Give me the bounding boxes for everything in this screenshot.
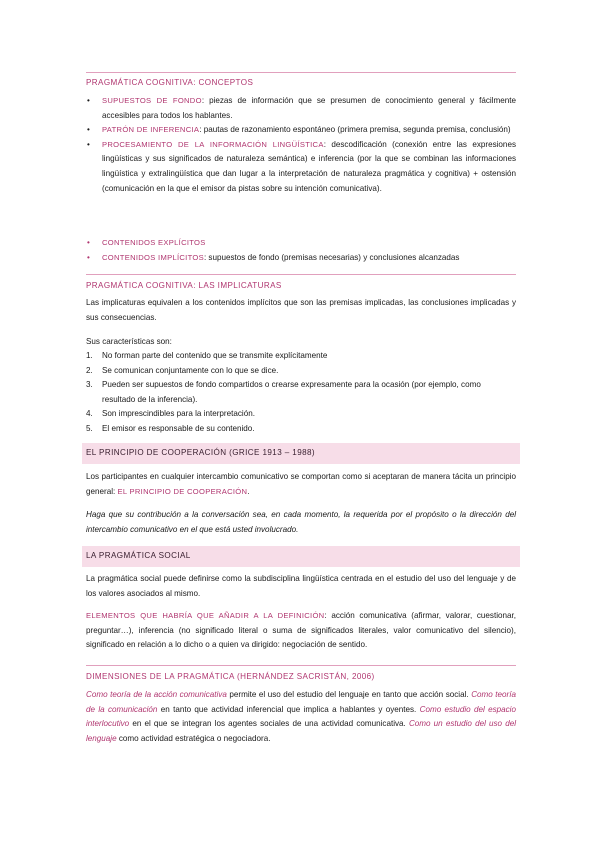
list-item: 4. Son imprescindibles para la interpretación. (86, 409, 255, 419)
section-title-dimensiones: DIMENSIONES DE LA PRAGMÁTICA (HERNÁNDEZ SACRISTÁN, 2006) (86, 672, 375, 681)
list-item: • PROCESAMIENTO DE LA INFORMACIÓN LINGÜÍSTICA: descodificación (conexión entre las expresiones lingüísticas y sus significados de naturaleza semántica) e inferencia (por la que se combinan las informaciones lingüística y extralingüística que dan lugar a la interpretación de naturaleza pragmática y cognitiva) + ostensión (comunicación en la que el emisor da pistas sobre su intención comunicativa). (86, 138, 516, 196)
list-item: • CONTENIDOS IMPLÍCITOS: supuestos de fondo (premisas necesarias) y conclusiones alcanzadas (86, 251, 516, 266)
cooperacion-paragraph: Los participantes en cualquier intercambio comunicativo se comportan como si aceptaran de manera tácita un principio general: EL PRINCIPIO DE COOPERACIÓN. (86, 472, 516, 496)
contenidos-list (86, 236, 516, 265)
list-item: 1. No forman parte del contenido que se transmite explícitamente (86, 351, 328, 360)
implicaturas-intro: Las implicaturas equivalen a los contenidos implícitos que son las premisas implicadas, las conclusiones implicadas y sus consecuencias. (86, 298, 516, 322)
list-item: • SUPUESTOS DE FONDO: piezas de información que se presumen de conocimiento general y fácilmente accesibles para todos los hablantes. (86, 94, 516, 123)
list-item: • PATRÓN DE INFERENCIA: pautas de razonamiento espontáneo (primera premisa, segunda premisa, conclusión) (86, 123, 516, 138)
section-title-conceptos: PRAGMÁTICA COGNITIVA: CONCEPTOS (86, 78, 254, 87)
section-title-social: LA PRAGMÁTICA SOCIAL (82, 546, 520, 567)
social-paragraph: La pragmática social puede definirse como la subdisciplina lingüística centrada en el estudio del uso del lenguaje y de los valores asociados al mismo. (86, 574, 516, 598)
dimensiones-paragraph: Como teoría de la acción comunicativa permite el uso del estudio del lenguaje en tanto que acción social. Como teoría de la comunicación en tanto que actividad inferencial que implica a hablantes y oyentes. Como estudio del espacio interlocutivo en el que se integran los agentes sociales de una actividad comunicativa. Como un estudio del uso del lenguaje como actividad estratégica o negociadora. (86, 690, 516, 743)
section-title-implicaturas: PRAGMÁTICA COGNITIVA: LAS IMPLICATURAS (86, 281, 282, 290)
section-title-cooperacion: EL PRINCIPIO DE COOPERACIÓN (GRICE 1913 – 1988) (82, 443, 520, 464)
list-item: 3. Pueden ser supuestos de fondo compartidos o crearse expresamente para la ocasión (por ejemplo, como resultado de la inferencia). (86, 380, 481, 404)
cooperacion-quote: Haga que su contribución a la conversación sea, en cada momento, la requerida por el propósito o la dirección del intercambio comunicativo en el que está usted involucrado. (86, 510, 516, 534)
section-rule (86, 72, 516, 73)
section-rule (86, 665, 516, 666)
implicaturas-lead: Sus características son: (86, 337, 172, 346)
implicaturas-list (86, 349, 516, 437)
list-item: 5. El emisor es responsable de su contenido. (86, 423, 255, 433)
list-item: 2. Se comunican conjuntamente con lo que se dice. (86, 365, 279, 375)
social-elementos: ELEMENTOS QUE HABRÍA QUE AÑADIR A LA DEFINICIÓN: acción comunicativa (afirmar, valorar, cuestionar, preguntar…), inferencia (no significado literal o suma de significados literales, valor comunicativo del silencio), significado en relación a lo dicho o a quien va dirigido: negociación de sentido. (86, 611, 516, 650)
list-item: • CONTENIDOS EXPLÍCITOS (86, 236, 516, 251)
section-rule (86, 274, 516, 275)
conceptos-list (86, 94, 516, 196)
